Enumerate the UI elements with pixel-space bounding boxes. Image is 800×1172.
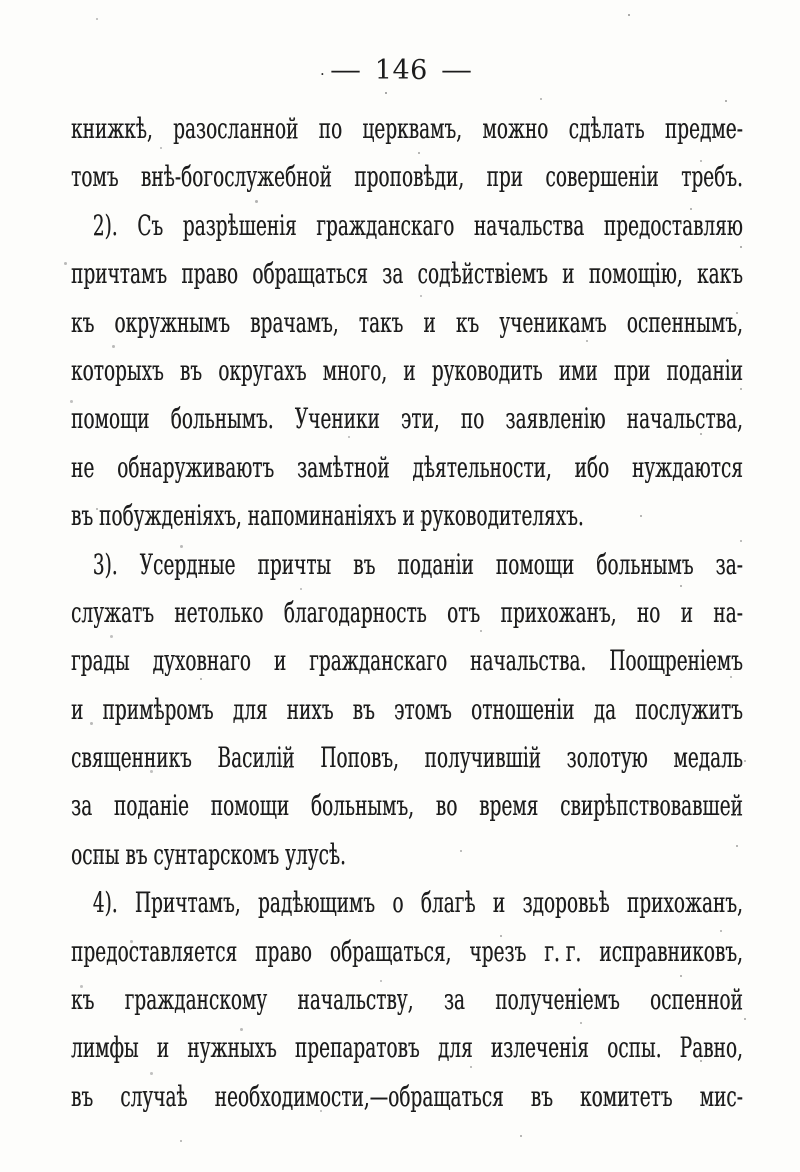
text-line: [71, 209, 743, 257]
scan-artifact-dot: ·: [320, 65, 326, 83]
word: округахъ: [218, 353, 307, 387]
word: препаратовъ: [294, 1031, 420, 1065]
word: предоставляю: [603, 208, 743, 242]
word: больнымъ,: [310, 789, 415, 823]
word: духовнаго: [152, 644, 251, 678]
word: руководить: [431, 353, 543, 387]
word: медаль: [673, 741, 743, 775]
word: за-: [715, 547, 743, 581]
word: гражданскаго: [309, 644, 448, 678]
word: мис-: [699, 1079, 743, 1113]
word: отъ: [447, 595, 481, 629]
word: врачамъ,: [250, 305, 339, 339]
word: начальству,: [297, 983, 414, 1017]
word: Поощреніемъ: [609, 644, 743, 678]
word: гражданскаго: [316, 208, 455, 242]
word: грады: [71, 644, 130, 678]
word: за: [71, 789, 93, 823]
word: и: [156, 1031, 170, 1065]
text-line: [71, 596, 743, 644]
word: и: [423, 305, 436, 339]
scan-noise: [0, 0, 3, 3]
word: предоставляется: [71, 934, 238, 968]
word: къ: [71, 305, 95, 339]
word: радѣющимъ: [257, 886, 376, 920]
word: во: [435, 789, 458, 823]
text-line: [71, 1031, 743, 1079]
word: дѣятельности,: [412, 450, 552, 484]
word: поданіе: [113, 789, 189, 823]
word: и: [562, 257, 575, 291]
word: послужитъ: [635, 692, 743, 726]
word: чрезъ: [469, 934, 527, 968]
word: благодарность: [283, 595, 427, 629]
text-line: [71, 112, 743, 160]
text-line: [71, 693, 743, 741]
word: проповѣди,: [354, 160, 465, 194]
word: на-: [713, 595, 743, 629]
word: и: [71, 692, 84, 726]
word: поданіи: [666, 353, 743, 387]
word: отношеніи: [470, 692, 575, 726]
word: ученикамъ: [499, 305, 607, 339]
word: Василій: [217, 741, 295, 775]
word: причтамъ: [71, 257, 168, 291]
word: заявленію: [505, 402, 606, 436]
word: сдѣлать: [568, 112, 645, 145]
word: совершеніи: [545, 160, 659, 194]
word: къ: [71, 983, 95, 1017]
word: нуждаются: [631, 450, 743, 484]
word: такъ: [358, 305, 404, 339]
word: о: [392, 886, 404, 920]
word: и: [492, 886, 506, 920]
word: внѣ-богослужебной: [140, 160, 332, 194]
word: которыхъ: [71, 353, 164, 387]
word: прихожанъ,: [500, 595, 617, 629]
word: 2).: [92, 208, 118, 242]
word: для: [232, 692, 268, 726]
text-line: [71, 741, 743, 789]
text-line: [71, 402, 743, 450]
word: разосланной: [173, 112, 299, 145]
word: начальства.: [470, 644, 587, 678]
word: помощи: [71, 402, 150, 436]
word: обращаться,: [329, 934, 452, 968]
word: въ: [353, 547, 376, 581]
word: поданіи: [397, 547, 474, 581]
word: предме-: [664, 112, 743, 145]
header-dash-left: —: [330, 55, 362, 86]
word: помощи: [495, 547, 575, 581]
word: лимфы: [71, 1031, 139, 1065]
text-line: [71, 257, 743, 305]
word: золотую: [566, 741, 648, 775]
word: излеченія: [490, 1031, 589, 1065]
text-line: [71, 789, 743, 837]
text-line: [71, 983, 743, 1031]
word: священникъ: [71, 741, 192, 775]
page-number: 146: [374, 55, 428, 86]
word: прихожанъ,: [626, 886, 743, 920]
word: и: [680, 595, 693, 629]
header-dash-right: —: [440, 55, 473, 86]
word: въ: [179, 353, 203, 387]
word: больнымъ: [596, 547, 694, 581]
text-line: [71, 548, 743, 596]
text-line: [71, 644, 743, 692]
word: въ: [71, 1079, 94, 1113]
word: не: [71, 450, 95, 484]
word: Усердные: [139, 547, 236, 581]
word: оспеннымъ,: [626, 305, 743, 339]
text-line: [71, 935, 743, 983]
word: право: [181, 257, 239, 291]
word: и: [403, 353, 416, 387]
word: нетолько: [174, 595, 264, 629]
word: по: [318, 112, 343, 145]
word: оспенной: [650, 983, 743, 1017]
word: обращаться: [252, 257, 368, 291]
word: случаѣ: [120, 1079, 188, 1113]
word: время: [479, 789, 539, 823]
page-body: [71, 112, 743, 1128]
scan-noise: [0, 0, 2, 2]
text-line: [71, 354, 743, 402]
word: нихъ: [286, 692, 334, 726]
word: томъ: [71, 160, 119, 194]
word: обнаруживаютъ: [117, 450, 275, 484]
word: окружнымъ: [114, 305, 230, 339]
word: Поповъ,: [320, 741, 399, 775]
word: этомъ: [393, 692, 452, 726]
text-line: [71, 886, 743, 934]
word: свирѣпствовавшей: [560, 789, 743, 823]
word: какъ: [696, 257, 743, 291]
word: церквамъ,: [362, 112, 463, 145]
word: книжкѣ,: [71, 112, 153, 145]
word: Ученики: [294, 402, 380, 436]
word: получившій: [424, 741, 541, 775]
word: въ: [530, 1079, 553, 1113]
word: за: [443, 983, 465, 1017]
text-line: [71, 1080, 743, 1128]
word: право: [255, 934, 312, 968]
word: ибо: [574, 450, 610, 484]
word: эти,: [400, 402, 440, 436]
word: Съ: [137, 208, 164, 242]
word: къ: [455, 305, 480, 339]
word: для: [437, 1031, 473, 1065]
word: служатъ: [71, 595, 154, 629]
word: 4).: [92, 886, 118, 920]
word: въ: [352, 692, 375, 726]
word: нужныхъ: [187, 1031, 277, 1065]
word: разрѣшенія: [182, 208, 297, 242]
word: здоровьѣ: [522, 886, 610, 920]
word: комитетъ: [580, 1079, 673, 1113]
text-line: оспы въ сунтарскомъ улусѣ.: [71, 837, 346, 871]
page-header: [320, 55, 473, 88]
word: помощію,: [588, 257, 683, 291]
word: больнымъ.: [170, 402, 274, 436]
word: содѣйствіемъ: [417, 257, 548, 291]
word: Равно,: [679, 1031, 743, 1065]
text-line: [71, 160, 743, 208]
word: по: [460, 402, 485, 436]
word: исправниковъ,: [599, 934, 743, 968]
word: благѣ: [420, 886, 476, 920]
word: начальства,: [626, 402, 743, 436]
text-line: въ побужденіяхъ, напоминаніяхъ и руководителяхъ.: [71, 499, 584, 533]
word: полученіемъ: [495, 983, 620, 1017]
word: при: [486, 160, 523, 194]
word: ими: [558, 353, 598, 387]
word: причты: [257, 547, 332, 581]
text-line: [71, 306, 743, 354]
text-line: [71, 451, 743, 499]
word: оспы.: [607, 1031, 662, 1065]
word: гражданскому: [124, 983, 268, 1017]
word: требъ.: [681, 160, 743, 194]
word: но: [636, 595, 661, 629]
word: много,: [322, 353, 388, 387]
word: 3).: [92, 547, 118, 581]
word: при: [613, 353, 651, 387]
word: можно: [482, 112, 549, 145]
word: да: [593, 692, 616, 726]
word: необходимости,—обращаться: [214, 1079, 504, 1113]
word: г. г.: [544, 934, 582, 968]
word: начальства: [473, 208, 585, 242]
word: замѣтной: [296, 450, 390, 484]
word: примѣромъ: [102, 692, 214, 726]
word: и: [273, 644, 287, 678]
word: Причтамъ,: [134, 886, 241, 920]
word: за: [382, 257, 404, 291]
word: помощи: [210, 789, 290, 823]
